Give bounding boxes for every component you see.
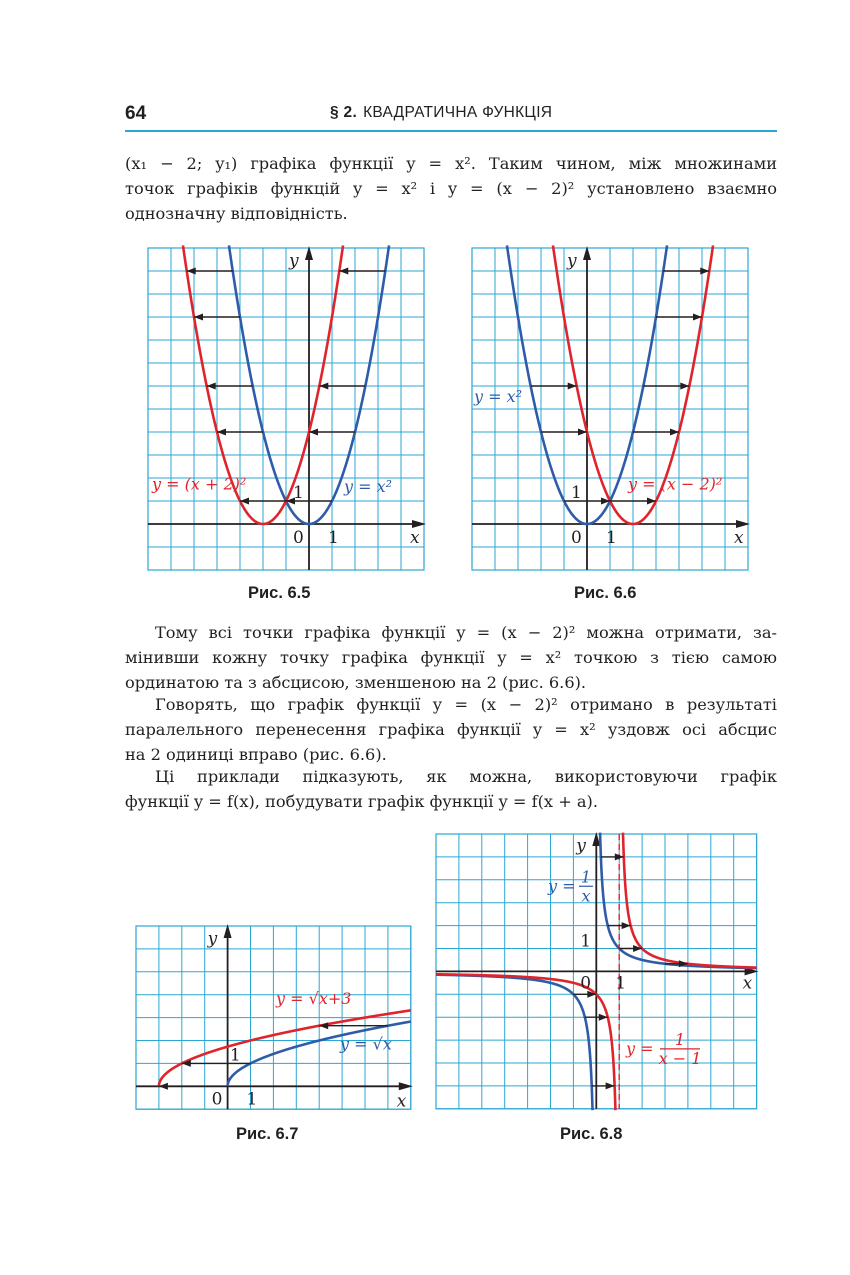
paragraph-2 bbox=[125, 620, 777, 695]
origin-label: 0 bbox=[293, 528, 304, 548]
x-axis-label: x bbox=[410, 528, 420, 548]
text-line: Тому всі точки графіка функції y = (x − 2)² можна отримати, за- bbox=[155, 623, 777, 642]
blue-label-denominator: x bbox=[581, 886, 591, 906]
paragraph-1 bbox=[125, 151, 777, 226]
section-mark: § 2. bbox=[330, 104, 358, 121]
tick-label-x-1: 1 bbox=[615, 973, 627, 994]
figure-6-6 bbox=[472, 248, 754, 568]
curve-shifted-right bbox=[623, 833, 757, 968]
origin-label: 0 bbox=[211, 1089, 223, 1110]
caption-6-6: Рис. 6.6 bbox=[574, 584, 637, 602]
red-label-numerator: 1 bbox=[674, 1029, 686, 1049]
blue-curve-label: y = √x bbox=[340, 1034, 392, 1054]
caption-6-7: Рис. 6.7 bbox=[236, 1125, 299, 1143]
tick-label-y-1: 1 bbox=[229, 1045, 241, 1066]
text-line: ординатою та з абсцисою, зменшеною на 2 (рис. 6.6). bbox=[125, 673, 587, 692]
paragraph-3 bbox=[125, 692, 777, 767]
caption-6-8: Рис. 6.8 bbox=[560, 1125, 623, 1143]
text-line: Ці приклади підказують, як можна, використовуючи графік bbox=[155, 767, 777, 786]
text-line: точок графіків функцій y = x² і y = (x − 2)² установлено взаємно bbox=[125, 179, 777, 198]
tick-label-x-1: 1 bbox=[246, 1089, 258, 1110]
page-number: 64 bbox=[125, 103, 147, 124]
red-curve-label: y = (x + 2)² bbox=[152, 474, 247, 494]
text-line: на 2 одиниці вправо (рис. 6.6). bbox=[125, 745, 387, 764]
figure-6-8 bbox=[436, 834, 763, 1108]
text-line: (x₁ − 2; y₁) графіка функції y = x². Таким чином, між множинами bbox=[125, 154, 777, 173]
curve-reciprocal-left bbox=[436, 975, 593, 1111]
tick-label-x-1: 1 bbox=[328, 528, 339, 548]
page-header bbox=[125, 100, 777, 132]
blue-curve-label: y = x² bbox=[474, 387, 523, 407]
figure-6-5 bbox=[148, 248, 430, 568]
blue-label-numerator: 1 bbox=[580, 867, 592, 887]
text-line: Говорять, що графік функції y = (x − 2)² отримано в результаті bbox=[155, 695, 777, 714]
tick-label-x-1: 1 bbox=[606, 528, 617, 548]
y-axis-label: y bbox=[576, 836, 586, 856]
paragraph-4 bbox=[125, 764, 777, 814]
red-label-denominator: x − 1 bbox=[658, 1048, 702, 1068]
blue-curve-label: y = x² bbox=[344, 476, 393, 496]
origin-label: 0 bbox=[580, 973, 592, 994]
figure-6-7 bbox=[136, 926, 416, 1112]
section-title bbox=[330, 104, 552, 122]
origin-label: 0 bbox=[571, 528, 582, 548]
text-line: функції y = f(x), побудувати графік функції y = f(x + a). bbox=[125, 792, 599, 811]
tick-label-y-1: 1 bbox=[580, 931, 592, 952]
x-axis-label: x bbox=[742, 973, 753, 994]
caption-6-5: Рис. 6.5 bbox=[248, 584, 311, 602]
section-name: КВАДРАТИЧНА ФУНКЦІЯ bbox=[363, 104, 553, 121]
blue-label-prefix: y = bbox=[548, 876, 576, 896]
x-axis-label: x bbox=[734, 528, 744, 548]
red-curve-label: y = √x+3 bbox=[276, 988, 352, 1008]
tick-label-y-1: 1 bbox=[571, 483, 582, 503]
y-axis-label: y bbox=[289, 251, 299, 271]
shift-arrow-head bbox=[319, 1022, 328, 1029]
text-line: паралельного перенесення графіка функції y = x² уздовж осі абсцис bbox=[125, 720, 777, 739]
y-axis-label: y bbox=[567, 251, 577, 271]
tick-label-y-1: 1 bbox=[293, 483, 304, 503]
red-curve-label: y = (x − 2)² bbox=[628, 474, 723, 494]
red-label-prefix: y = bbox=[626, 1038, 654, 1058]
text-line: мінивши кожну точку графіка функції y = x² точкою з тією самою bbox=[125, 648, 777, 667]
x-axis-label: x bbox=[396, 1091, 407, 1112]
text-line: однозначну відповідність. bbox=[125, 204, 348, 223]
y-axis-label: y bbox=[207, 929, 218, 949]
